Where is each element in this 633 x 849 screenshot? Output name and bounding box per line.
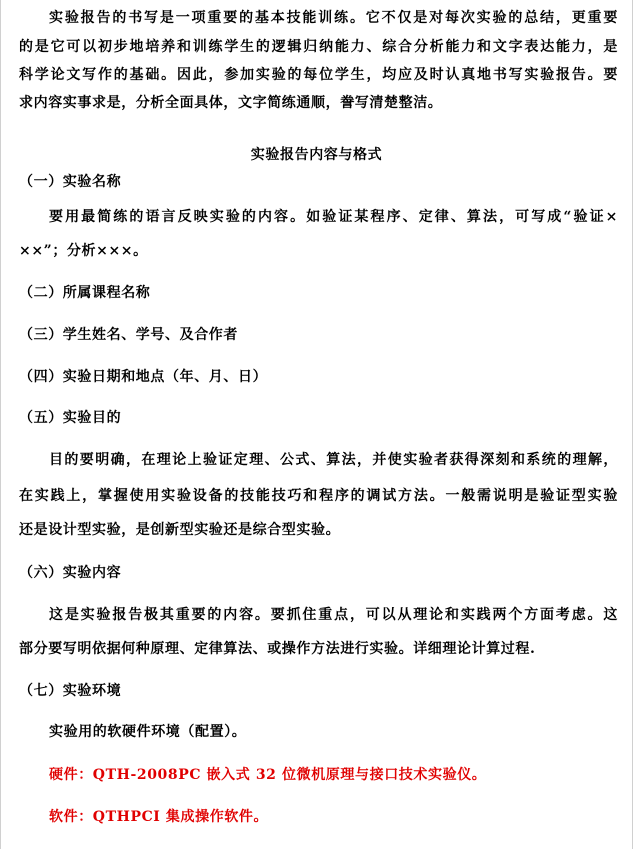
hardware-line: 硬件：QTH-2008PC 嵌入式 32 位微机原理与接口技术实验仪。 [49,767,487,783]
section-6-line-1: 这是实验报告极其重要的内容。要抓住重点，可以从理论和实践两个方面考虑。这 [49,607,618,623]
intro-line-3: 科学论文写作的基础。因此，参加实验的每位学生，均应及时认真地书写实验报告。要 [19,67,618,83]
section-4-title: （四）实验日期和地点（年、月、日） [19,369,268,385]
intro-line-4: 求内容实事求是，分析全面具体，文字简练通顺，誊写清楚整洁。 [19,95,443,111]
intro-line-2: 的是它可以初步地培养和训练学生的逻辑归纳能力、综合分析能力和文字表达能力，是 [19,39,618,55]
section-3-title: （三）学生姓名、学号、及合作者 [19,327,238,343]
section-1-line-2: ××”；分析×××。 [19,243,148,259]
section-5-line-3: 还是设计型实验，是创新型实验还是综合型实验。 [19,522,341,538]
section-7-title: （七）实验环境 [19,683,122,699]
document-heading: 实验报告内容与格式 [250,147,383,163]
section-5-line-2: 在实践上，掌握使用实验设备的技能技巧和程序的调试方法。一般需说明是验证型实验 [19,488,618,504]
section-6-title: （六）实验内容 [19,565,122,581]
software-line: 软件：QTHPCI 集成操作软件。 [49,809,269,825]
intro-line-1: 实验报告的书写是一项重要的基本技能训练。它不仅是对每次实验的总结，更重要 [49,10,618,26]
section-5-title: （五）实验目的 [19,410,122,426]
section-2-title: （二）所属课程名称 [19,285,151,301]
section-1-line-1: 要用最简练的语言反映实验的内容。如验证某程序、定律、算法，可写成“验证× [49,209,618,225]
section-1-title: （一）实验名称 [19,174,122,190]
section-7-line-1: 实验用的软硬件环境（配置）。 [49,724,247,740]
section-5-line-1: 目的要明确，在理论上验证定理、公式、算法，并使实验者获得深刻和系统的理解， [49,452,618,468]
section-6-line-2: 部分要写明依据何种原理、定律算法、或操作方法进行实验。详细理论计算过程. [19,641,536,657]
